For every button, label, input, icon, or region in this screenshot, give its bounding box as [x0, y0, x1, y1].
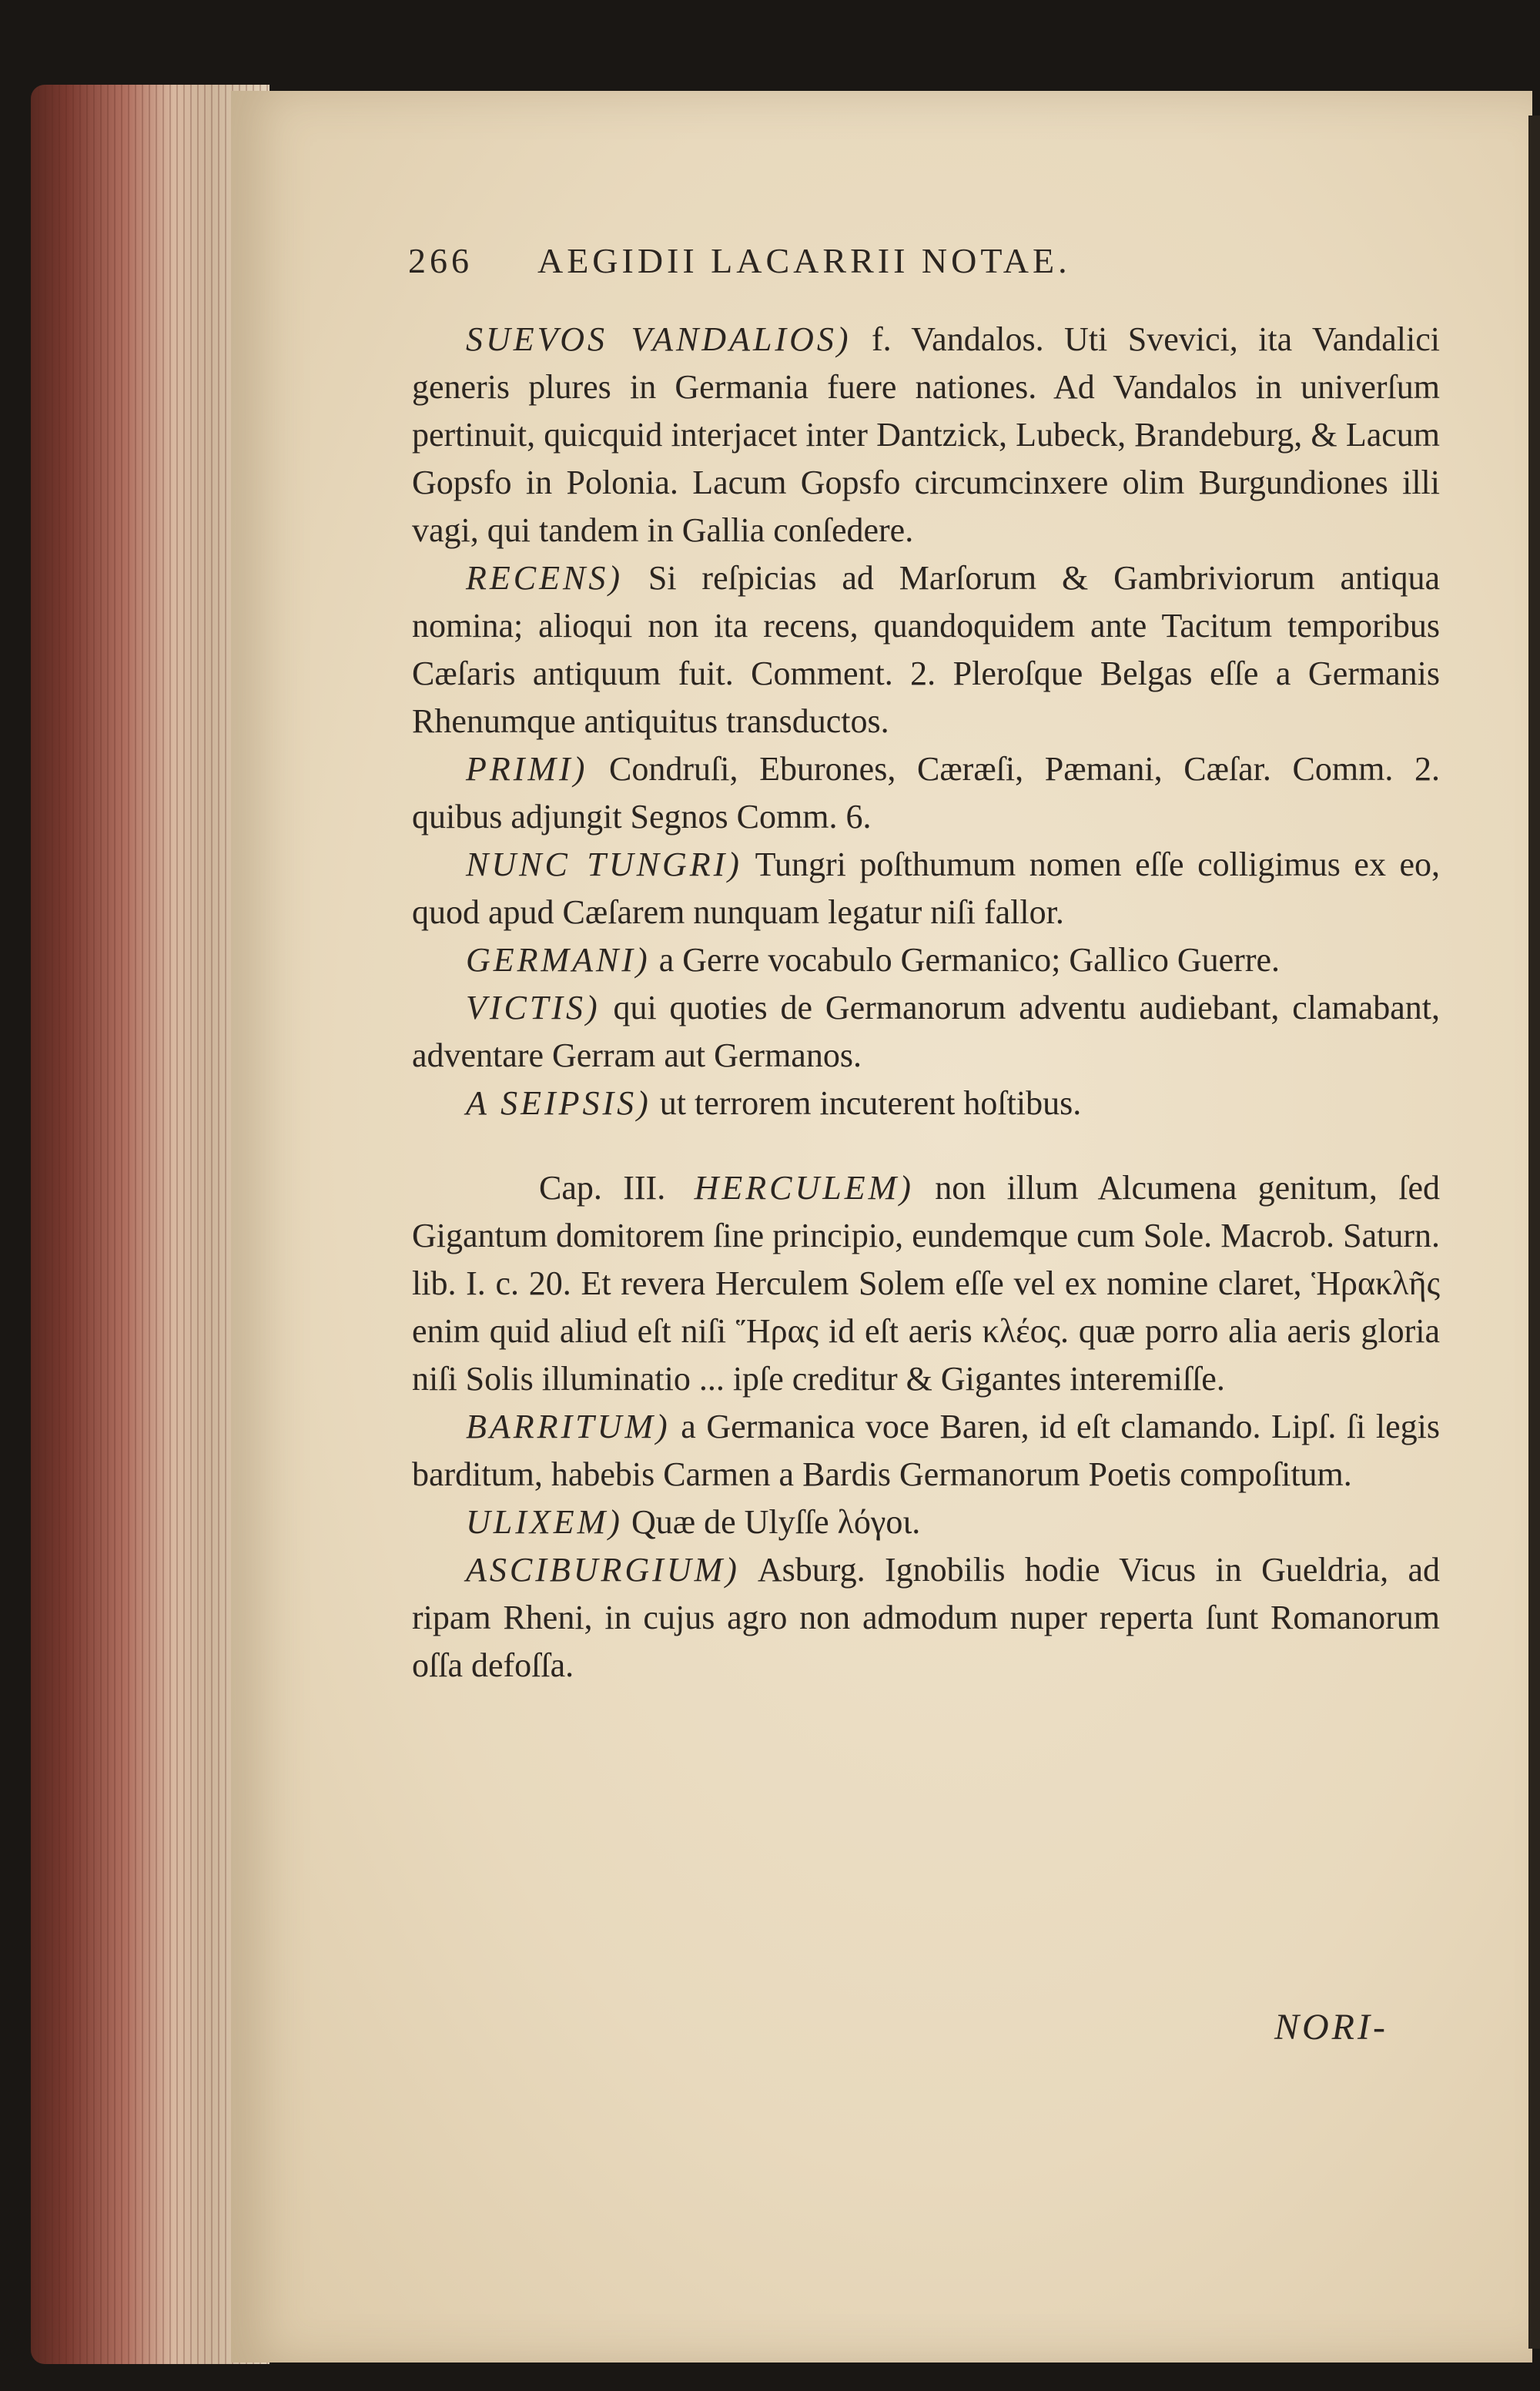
lemma: A SEIPSIS): [466, 1084, 651, 1122]
note-text: Si reſpicias ad Marſorum & Gambriviorum antiqua nomina; alioqui non ita recens, quandoquidem ante Tacitum temporibus Cæſaris antiquum fuit. Comment. 2. Pleroſque Belgas eſſe a Germanis Rhenumque antiquitus transductos.: [412, 559, 1440, 740]
note-paragraph: [412, 316, 1440, 554]
lemma: GERMANI): [466, 941, 651, 979]
note-text: Tungri poſthumum nomen eſſe colligimus ex eo, quod apud Cæſarem nunquam legatur niſi fallor.: [412, 846, 1440, 931]
note-paragraph: [412, 1546, 1440, 1689]
running-header: [408, 240, 1332, 281]
catchword: NORI-: [1274, 2007, 1388, 2048]
note-paragraph: [412, 936, 1440, 984]
lemma: BARRITUM): [466, 1408, 671, 1445]
facing-page-gutter: [1528, 116, 1540, 2349]
lemma: VICTIS): [466, 989, 601, 1026]
note-paragraph: [412, 554, 1440, 745]
note-paragraph: [412, 1080, 1440, 1127]
note-text: ut terrorem incuterent hoſtibus.: [659, 1084, 1082, 1122]
lemma: SUEVOS VANDALIOS): [466, 320, 852, 358]
note-text: non illum Alcumena genitum, ſed Gigantum domitorem ſine principio, eundemque cum Sole. Macrob. Saturn. lib. I. c. 20. Et revera Herculem Solem eſſe vel ex nomine claret, Ἡρακλῆς enim quid aliud eſt niſi Ἥρας id eſt aeris κλέος. quæ porro alia aeris gloria niſi Solis illuminatio ... ipſe creditur & Gigantes interemiſſe.: [412, 1169, 1441, 1398]
note-paragraph: [412, 1499, 1440, 1546]
lemma: PRIMI): [466, 750, 588, 788]
note-text: Condruſi, Eburones, Cæræſi, Pæmani, Cæſar. Comm. 2. quibus adjungit Segnos Comm. 6.: [412, 750, 1440, 836]
note-text: a Germanica voce Baren, id eſt clamando. Lipſ. ſi legis barditum, habebis Carmen a Bardis Germanorum Poetis compoſitum.: [412, 1408, 1441, 1493]
page-text: [412, 316, 1440, 1689]
lemma: NUNC TUNGRI): [466, 846, 742, 883]
note-text: f. Vandalos. Uti Svevici, ita Vandalici generis plures in Germania fuere nationes. Ad Vandalos in univerſum pertinuit, quicquid interjacet inter Dantzick, Lubeck, Brandeburg, & Lacum Gopsfo in Polonia. Lacum Gopsfo circumcinxere olim Burgundiones illi vagi, qui tandem in Gallia conſedere.: [412, 320, 1440, 549]
note-text: Asburg. Ignobilis hodie Vicus in Gueldria, ad ripam Rheni, in cujus agro non admodum nuper reperta ſunt Romanorum oſſa defoſſa.: [412, 1551, 1440, 1684]
note-paragraph: [412, 1403, 1440, 1499]
note-paragraph: [412, 1164, 1440, 1403]
note-paragraph: [412, 984, 1440, 1080]
lemma: ULIXEM): [466, 1503, 623, 1541]
page-number: 266: [408, 241, 473, 280]
lemma: HERCULEM): [694, 1169, 914, 1207]
note-paragraph: [412, 745, 1440, 841]
lemma: ASCIBURGIUM): [466, 1551, 740, 1589]
note-text: qui quoties de Germanorum adventu audiebant, clamabant, adventare Gerram aut Germanos.: [412, 989, 1440, 1074]
note-text: a Gerre vocabulo Germanico; Gallico Guerre.: [658, 941, 1281, 979]
note-paragraph: [412, 841, 1440, 936]
note-text: Quæ de Ulyſſe λόγοι.: [631, 1503, 921, 1541]
chapter-ref: Cap. III.: [539, 1169, 666, 1207]
lemma: RECENS): [466, 559, 623, 597]
running-title: AEGIDII LACARRII NOTAE.: [537, 241, 1071, 280]
